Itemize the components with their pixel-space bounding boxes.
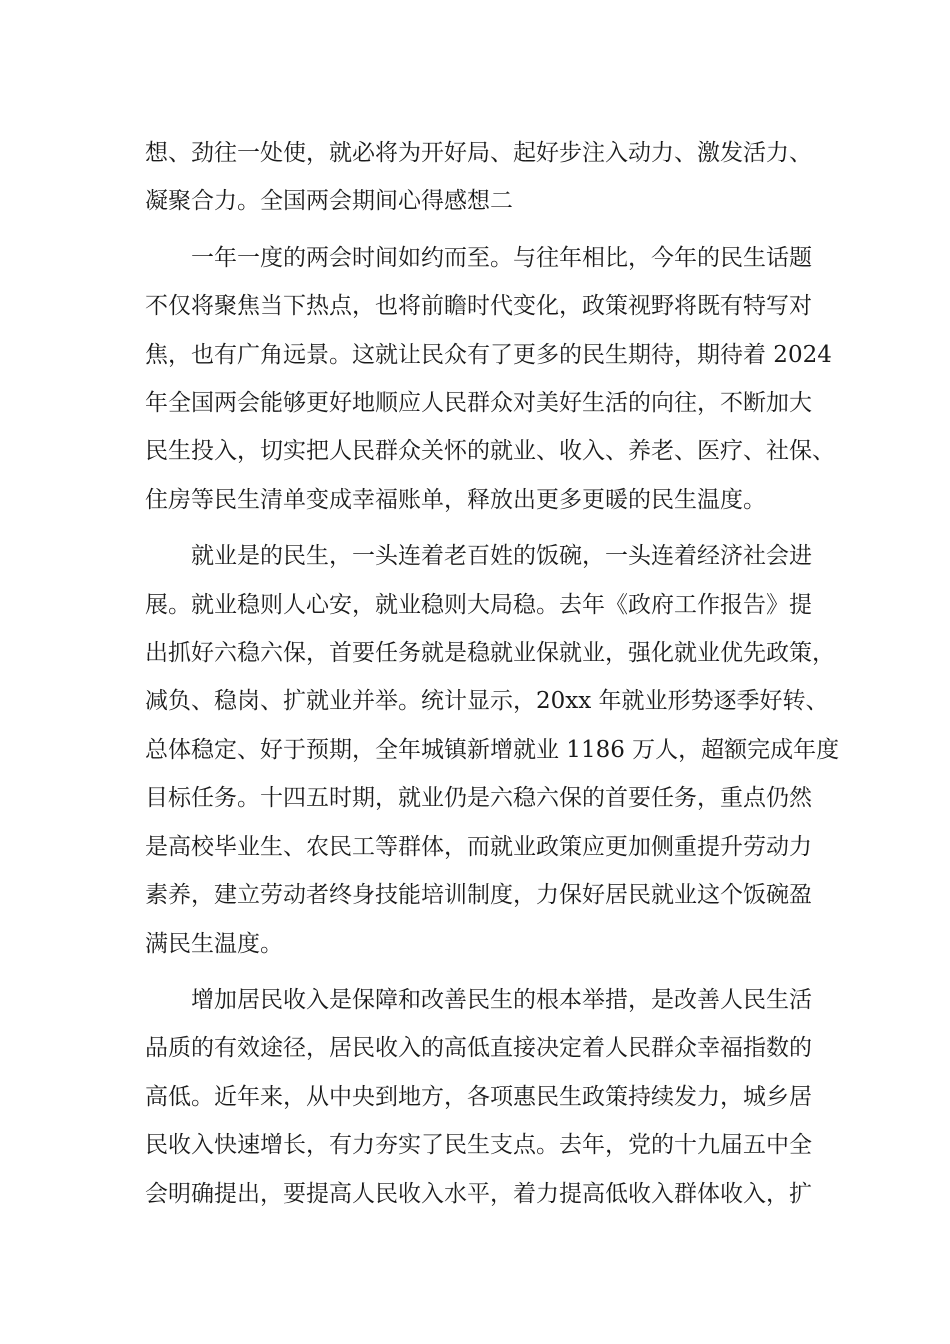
document-body bbox=[145, 129, 840, 1218]
paragraph-1-line-1: 想、劲往一处使，就必将为开好局、起好步注入动力、激发活力、 bbox=[145, 140, 812, 166]
paragraph-2-line-3: 焦，也有广角远景。这就让民众有了更多的民生期待，期待着 2024 bbox=[145, 341, 832, 368]
paragraph-2-line-6: 住房等民生清单变成幸福账单，释放出更多更暖的民生温度。 bbox=[145, 486, 766, 513]
paragraph-3 bbox=[145, 532, 840, 968]
paragraph-3-line-6: 目标任务。十四五时期，就业仍是六稳六保的首要任务，重点仍然 bbox=[145, 785, 812, 812]
paragraph-3-line-8: 素养，建立劳动者终身技能培训制度，力保好居民就业这个饭碗盈 bbox=[145, 882, 812, 909]
paragraph-1 bbox=[145, 129, 835, 226]
paragraph-4-line-5: 会明确提出，要提高人民收入水平，着力提高低收入群体收入，扩 bbox=[145, 1180, 812, 1207]
paragraph-2-line-4: 年全国两会能够更好地顺应人民群众对美好生活的向往，不断加大 bbox=[145, 390, 812, 417]
paragraph-1-line-2: 凝聚合力。全国两会期间心得感想二 bbox=[145, 188, 513, 215]
paragraph-4-line-4: 民收入快速增长，有力夯实了民生支点。去年，党的十九届五中全 bbox=[145, 1132, 812, 1159]
paragraph-3-line-1: 就业是的民生，一头连着老百姓的饭碗，一头连着经济社会进 bbox=[191, 543, 812, 570]
paragraph-4-line-2: 品质的有效途径，居民收入的高低直接决定着人民群众幸福指数的 bbox=[145, 1035, 812, 1062]
paragraph-3-line-5: 总体稳定、好于预期，全年城镇新增就业 1186 万人，超额完成年度 bbox=[145, 736, 840, 763]
paragraph-2-line-5: 民生投入，切实把人民群众关怀的就业、收入、养老、医疗、社保、 bbox=[145, 438, 835, 465]
paragraph-3-line-2: 展。就业稳则人心安，就业稳则大局稳。去年《政府工作报告》提 bbox=[145, 591, 812, 618]
paragraph-2 bbox=[145, 234, 835, 524]
paragraph-2-line-2: 不仅将聚焦当下热点，也将前瞻时代变化，政策视野将既有特写对 bbox=[145, 293, 812, 320]
paragraph-3-line-3: 出抓好六稳六保，首要任务就是稳就业保就业，强化就业优先政策， bbox=[145, 640, 835, 667]
paragraph-4-line-1: 增加居民收入是保障和改善民生的根本举措，是改善人民生活 bbox=[191, 986, 812, 1013]
paragraph-3-line-9: 满民生温度。 bbox=[145, 930, 283, 957]
paragraph-4-line-3: 高低。近年来，从中央到地方，各项惠民生政策持续发力，城乡居 bbox=[145, 1083, 812, 1110]
paragraph-3-line-4: 减负、稳岗、扩就业并举。统计显示，20xx 年就业形势逐季好转、 bbox=[145, 688, 829, 715]
paragraph-4 bbox=[145, 976, 835, 1218]
paragraph-3-line-7: 是高校毕业生、农民工等群体，而就业政策应更加侧重提升劳动力 bbox=[145, 833, 812, 860]
paragraph-2-line-1: 一年一度的两会时间如约而至。与往年相比，今年的民生话题 bbox=[191, 244, 812, 271]
